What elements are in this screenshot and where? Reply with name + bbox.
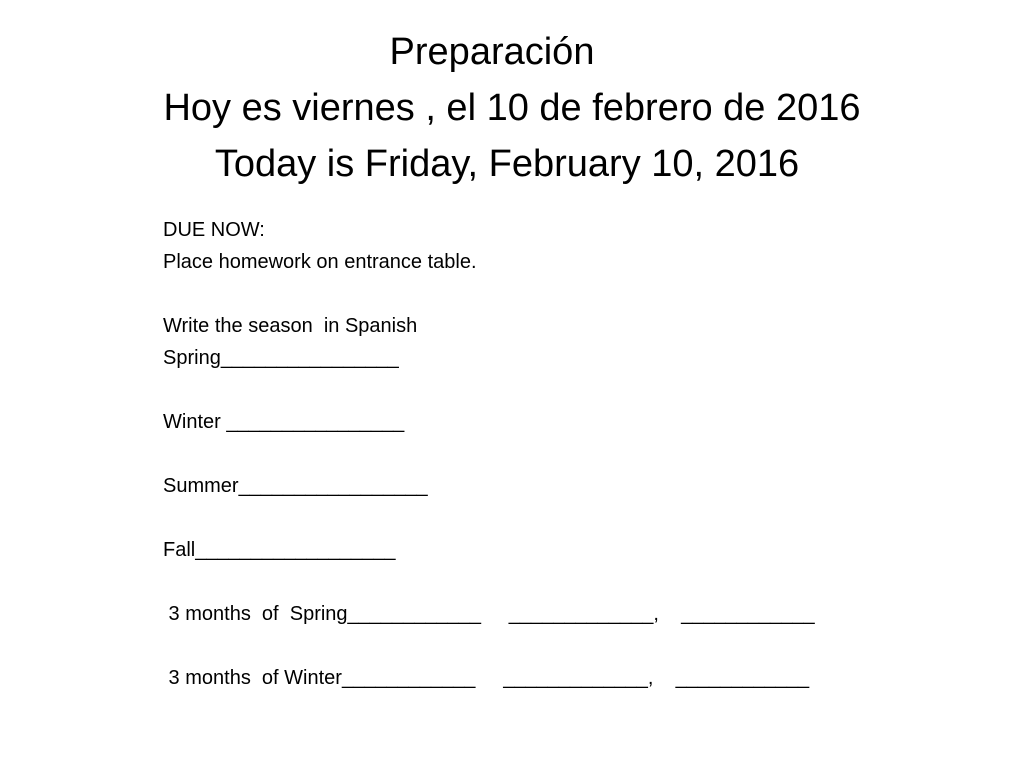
spring-blank-line: Spring________________ [163,347,399,369]
season-prompt: Write the season in Spanish [163,315,418,337]
spacer [163,502,1003,534]
spring-months-line: 3 months of Spring____________ _____________, ____________ [163,603,815,625]
title-preparacion: Preparación [389,31,595,73]
title-date-english: Today is Friday, February 10, 2016 [214,143,800,185]
spacer [163,278,1003,310]
slide-title [0,24,1024,192]
spacer [163,630,1003,662]
worksheet-body [163,214,1003,694]
homework-instruction: Place homework on entrance table. [163,251,477,273]
winter-months-line: 3 months of Winter____________ _____________, ____________ [163,667,810,689]
summer-blank-line: Summer_________________ [163,475,428,497]
due-now-label: DUE NOW: [163,219,265,241]
spacer [163,566,1003,598]
spacer [163,374,1003,406]
title-date-spanish: Hoy es viernes , el 10 de febrero de 2016 [163,87,861,129]
spacer [163,438,1003,470]
fall-blank-line: Fall__________________ [163,539,396,561]
winter-blank-line: Winter ________________ [163,411,405,433]
